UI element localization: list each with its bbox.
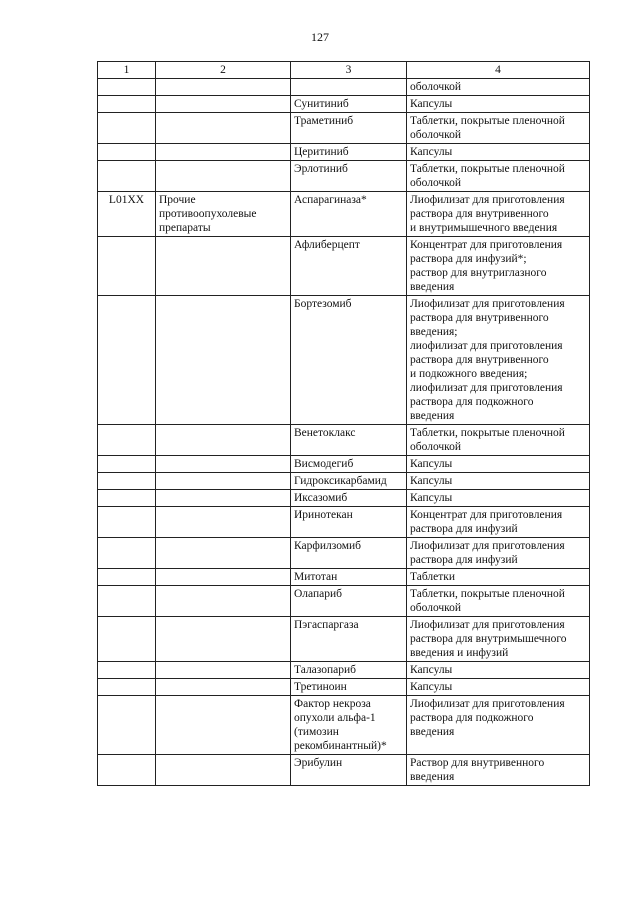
dosage-form-cell: [407, 161, 590, 192]
group-cell: [156, 679, 291, 696]
table-row: [98, 696, 590, 755]
dosage-form-cell: [407, 679, 590, 696]
atc-code-cell: [98, 538, 156, 569]
dosage-form-line: Лиофилизат для приготовления: [410, 698, 565, 710]
atc-code-cell: [98, 662, 156, 679]
atc-code-cell: [98, 96, 156, 113]
drug-name-cell: [291, 586, 407, 617]
group-cell: [156, 113, 291, 144]
table-body: [98, 62, 590, 786]
dosage-form-line: лиофилизат для приготовления: [410, 382, 563, 394]
dosage-form-line: раствора для инфузий: [410, 523, 518, 535]
drug-name-line: Сунитиниб: [294, 98, 349, 110]
dosage-form-line: раствора для внутривенного: [410, 208, 549, 220]
drug-name-line: Траметиниб: [294, 115, 354, 127]
drug-name-cell: [291, 192, 407, 237]
table-row: [98, 296, 590, 425]
drug-name-cell: [291, 755, 407, 786]
group-cell: [156, 192, 291, 237]
table-row: [98, 192, 590, 237]
drug-name-cell: [291, 507, 407, 538]
drug-name-line: Аспарагиназа*: [294, 194, 367, 206]
drug-name-cell: [291, 161, 407, 192]
dosage-form-cell: [407, 79, 590, 96]
atc-code-cell: [98, 586, 156, 617]
drug-name-cell: [291, 617, 407, 662]
drug-name-cell: [291, 456, 407, 473]
group-cell: [156, 96, 291, 113]
atc-code-cell: [98, 79, 156, 96]
table-row: [98, 96, 590, 113]
dosage-form-line: раствора для инфузий: [410, 554, 518, 566]
table-row: [98, 662, 590, 679]
dosage-form-cell: [407, 538, 590, 569]
group-cell: [156, 696, 291, 755]
group-cell: [156, 237, 291, 296]
dosage-form-cell: [407, 113, 590, 144]
dosage-form-line: Таблетки, покрытые пленочной: [410, 163, 565, 175]
dosage-form-line: Лиофилизат для приготовления: [410, 194, 565, 206]
dosage-form-cell: [407, 456, 590, 473]
drug-name-cell: [291, 96, 407, 113]
column-header-4: 4: [407, 62, 590, 79]
drug-name-line: Митотан: [294, 571, 338, 583]
drug-name-line: Талазопариб: [294, 664, 357, 676]
dosage-form-cell: [407, 507, 590, 538]
table-row: [98, 755, 590, 786]
drug-name-line: (тимозин: [294, 726, 339, 738]
table-row: [98, 569, 590, 586]
drug-name-cell: [291, 144, 407, 161]
group-cell: [156, 161, 291, 192]
column-header-3: 3: [291, 62, 407, 79]
dosage-form-line: Лиофилизат для приготовления: [410, 540, 565, 552]
dosage-form-line: оболочкой: [410, 441, 462, 453]
dosage-form-line: Капсулы: [410, 458, 453, 470]
dosage-form-line: раствора для подкожного: [410, 712, 534, 724]
dosage-form-cell: [407, 490, 590, 507]
group-cell: [156, 79, 291, 96]
table-row: [98, 473, 590, 490]
dosage-form-line: оболочкой: [410, 129, 462, 141]
dosage-form-line: введения;: [410, 326, 458, 338]
atc-code-cell: [98, 144, 156, 161]
table-row: [98, 161, 590, 192]
dosage-form-line: раствор для внутриглазного: [410, 267, 547, 279]
dosage-form-line: раствора для внутримышечного: [410, 633, 567, 645]
group-line: Прочие: [159, 194, 196, 206]
dosage-form-line: Капсулы: [410, 492, 453, 504]
dosage-form-line: введения: [410, 410, 455, 422]
drug-name-cell: [291, 679, 407, 696]
atc-code-cell: [98, 473, 156, 490]
group-cell: [156, 473, 291, 490]
group-cell: [156, 538, 291, 569]
drug-name-cell: [291, 662, 407, 679]
drug-name-line: Бортезомиб: [294, 298, 352, 310]
group-cell: [156, 296, 291, 425]
dosage-form-line: Капсулы: [410, 98, 453, 110]
drug-name-line: Олапариб: [294, 588, 343, 600]
dosage-form-line: Таблетки, покрытые пленочной: [410, 588, 565, 600]
table-row: [98, 425, 590, 456]
atc-code-cell: [98, 617, 156, 662]
drug-name-line: Афлиберцепт: [294, 239, 360, 251]
table-row: [98, 617, 590, 662]
atc-code-cell: [98, 490, 156, 507]
column-header-1: 1: [98, 62, 156, 79]
group-cell: [156, 456, 291, 473]
drug-name-cell: [291, 296, 407, 425]
group-cell: [156, 569, 291, 586]
drug-name-line: опухоли альфа-1: [294, 712, 376, 724]
drug-name-cell: [291, 237, 407, 296]
drug-name-cell: [291, 79, 407, 96]
atc-code-cell: [98, 237, 156, 296]
dosage-form-line: введения: [410, 726, 455, 738]
dosage-form-line: оболочкой: [410, 602, 462, 614]
atc-code-cell: [98, 161, 156, 192]
dosage-form-cell: [407, 237, 590, 296]
dosage-form-cell: [407, 617, 590, 662]
group-cell: [156, 586, 291, 617]
dosage-form-line: раствора для внутривенного: [410, 354, 549, 366]
dosage-form-cell: [407, 586, 590, 617]
atc-code-cell: [98, 755, 156, 786]
drug-name-cell: [291, 425, 407, 456]
drug-name-line: Карфилзомиб: [294, 540, 362, 552]
group-cell: [156, 662, 291, 679]
dosage-form-line: Капсулы: [410, 146, 453, 158]
table-header-row: [98, 62, 590, 79]
drug-name-cell: [291, 490, 407, 507]
table-row: [98, 144, 590, 161]
drug-table: [97, 61, 590, 786]
atc-code-cell: [98, 507, 156, 538]
dosage-form-line: Капсулы: [410, 681, 453, 693]
drug-name-line: Иксазомиб: [294, 492, 348, 504]
dosage-form-cell: [407, 696, 590, 755]
dosage-form-line: Концентрат для приготовления: [410, 509, 563, 521]
table-row: [98, 490, 590, 507]
drug-name-line: Гидроксикарбамид: [294, 475, 387, 487]
atc-code-cell: [98, 425, 156, 456]
atc-code-cell: [98, 569, 156, 586]
drug-name-line: Иринотекан: [294, 509, 353, 521]
drug-name-cell: [291, 696, 407, 755]
table-row: [98, 538, 590, 569]
dosage-form-cell: [407, 96, 590, 113]
drug-name-line: Эрлотиниб: [294, 163, 348, 175]
dosage-form-cell: [407, 425, 590, 456]
group-cell: [156, 755, 291, 786]
dosage-form-line: Капсулы: [410, 664, 453, 676]
group-cell: [156, 617, 291, 662]
group-cell: [156, 425, 291, 456]
dosage-form-cell: [407, 473, 590, 490]
drug-name-line: Третиноин: [294, 681, 347, 693]
dosage-form-line: и подкожного введения;: [410, 368, 528, 380]
dosage-form-line: Лиофилизат для приготовления: [410, 619, 565, 631]
dosage-form-line: раствора для инфузий*;: [410, 253, 527, 265]
drug-name-line: рекомбинантный)*: [294, 740, 387, 752]
drug-name-line: Эрибулин: [294, 757, 343, 769]
dosage-form-line: раствора для внутривенного: [410, 312, 549, 324]
atc-code-cell: [98, 296, 156, 425]
dosage-form-line: Таблетки, покрытые пленочной: [410, 427, 565, 439]
dosage-form-cell: [407, 192, 590, 237]
dosage-form-line: Капсулы: [410, 475, 453, 487]
atc-code-cell: [98, 456, 156, 473]
group-cell: [156, 490, 291, 507]
drug-name-line: Венетоклакс: [294, 427, 356, 439]
table-row: [98, 237, 590, 296]
group-cell: [156, 144, 291, 161]
dosage-form-cell: [407, 662, 590, 679]
dosage-form-line: раствора для подкожного: [410, 396, 534, 408]
drug-name-line: Висмодегиб: [294, 458, 354, 470]
table-row: [98, 79, 590, 96]
atc-code-cell: [98, 113, 156, 144]
drug-name-line: Пэгаспаргаза: [294, 619, 359, 631]
dosage-form-line: лиофилизат для приготовления: [410, 340, 563, 352]
dosage-form-cell: [407, 144, 590, 161]
drug-name-cell: [291, 538, 407, 569]
drug-name-cell: [291, 473, 407, 490]
atc-code-cell: L01XX: [98, 192, 156, 237]
dosage-form-line: Таблетки: [410, 571, 456, 583]
table-row: [98, 586, 590, 617]
group-line: препараты: [159, 222, 211, 234]
dosage-form-line: Лиофилизат для приготовления: [410, 298, 565, 310]
drug-name-line: Фактор некроза: [294, 698, 371, 710]
group-line: противоопухолевые: [159, 208, 257, 220]
dosage-form-line: оболочкой: [410, 81, 462, 93]
table-row: [98, 456, 590, 473]
dosage-form-line: введения и инфузий: [410, 647, 509, 659]
dosage-form-cell: [407, 569, 590, 586]
group-cell: [156, 507, 291, 538]
table-row: [98, 507, 590, 538]
dosage-form-line: Концентрат для приготовления: [410, 239, 563, 251]
dosage-form-line: введения: [410, 771, 455, 783]
column-header-2: 2: [156, 62, 291, 79]
atc-code-cell: [98, 696, 156, 755]
dosage-form-line: Таблетки, покрытые пленочной: [410, 115, 565, 127]
drug-name-line: Церитиниб: [294, 146, 349, 158]
table-row: [98, 113, 590, 144]
drug-name-cell: [291, 113, 407, 144]
dosage-form-cell: [407, 296, 590, 425]
dosage-form-line: Раствор для внутривенного: [410, 757, 545, 769]
table-row: [98, 679, 590, 696]
dosage-form-line: оболочкой: [410, 177, 462, 189]
atc-code-cell: [98, 679, 156, 696]
dosage-form-line: и внутримышечного введения: [410, 222, 558, 234]
page-number: 127: [311, 30, 329, 44]
dosage-form-line: введения: [410, 281, 455, 293]
drug-name-cell: [291, 569, 407, 586]
dosage-form-cell: [407, 755, 590, 786]
